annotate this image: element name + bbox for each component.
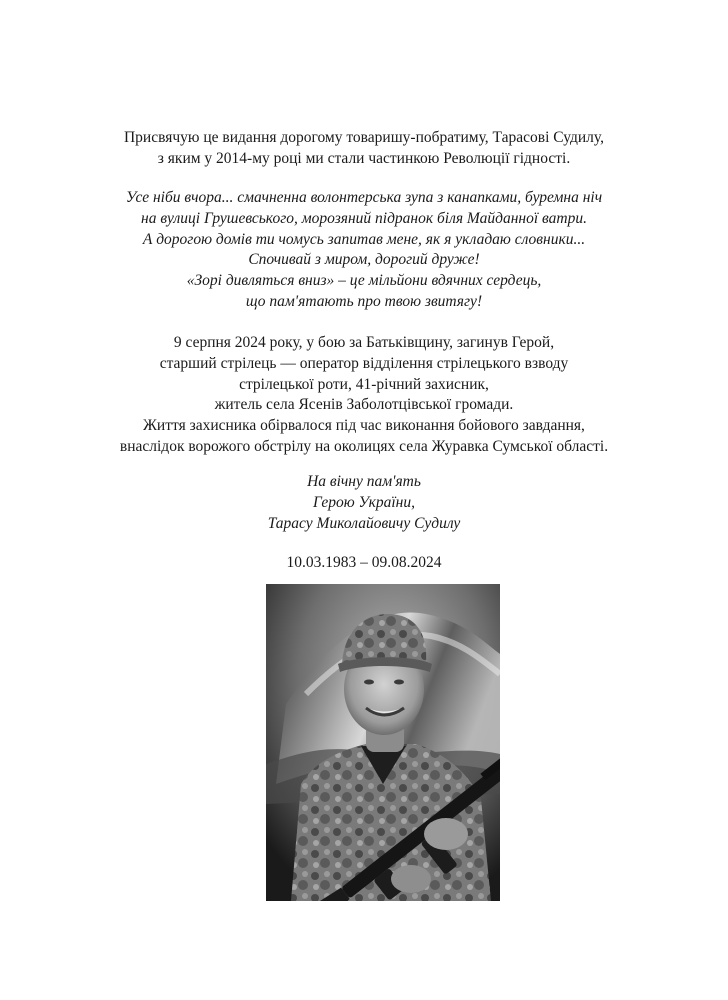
remembrance-line: «Зорі дивляться вниз» – це мільйони вдячних сердець, (186, 272, 542, 290)
remembrance-line: Усе ніби вчора... смачненна волонтерська зупа з канапками, буремна ніч (125, 189, 603, 206)
dedication-text (40, 128, 688, 170)
obituary-line: Життя захисника обірвалося під час виконання бойового завдання, (143, 417, 585, 435)
portrait-photo-icon (266, 584, 500, 901)
obituary-line: житель села Ясенів Заболотцівської громади. (214, 396, 514, 414)
life-dates (40, 553, 688, 574)
remembrance-line: Спочивай з миром, дорогий друже! (248, 251, 480, 269)
remembrance-line: А дорогою домів ти чомусь запитав мене, як я укладаю словники... (142, 230, 586, 248)
memorial-line: Тарасу Миколайовичу Судилу (267, 514, 461, 532)
obituary-line: старший стрілець — оператор відділення стрілецького взводу (159, 354, 569, 372)
dedication-line: Присвячую це видання дорогому товаришу-побратиму, Тарасові Судилу, (123, 129, 604, 146)
memorial-line: На вічну пам'ять (307, 473, 421, 490)
obituary-text (40, 333, 688, 458)
remembrance-text (40, 188, 688, 313)
obituary-line: 9 серпня 2024 року, у бою за Батьківщину, загинув Герой, (173, 334, 555, 351)
portrait-photo (266, 584, 500, 901)
remembrance-line: що пам'ятають про твою звитягу! (245, 292, 483, 310)
life-dates-text: 10.03.1983 – 09.08.2024 (286, 554, 442, 571)
dedication-line: з яким у 2014-му році ми стали частинкою Революції гідності. (157, 149, 571, 167)
remembrance-line: на вулиці Грушевського, морозяний підранок біля Майданної ватри. (141, 209, 587, 227)
memorial-dedication (40, 472, 688, 534)
memorial-line: Герою України, (313, 493, 415, 511)
obituary-line: стрілецької роти, 41-річний захисник, (239, 375, 489, 393)
obituary-line: внаслідок ворожого обстрілу на околицях села Журавка Сумської області. (119, 437, 609, 455)
